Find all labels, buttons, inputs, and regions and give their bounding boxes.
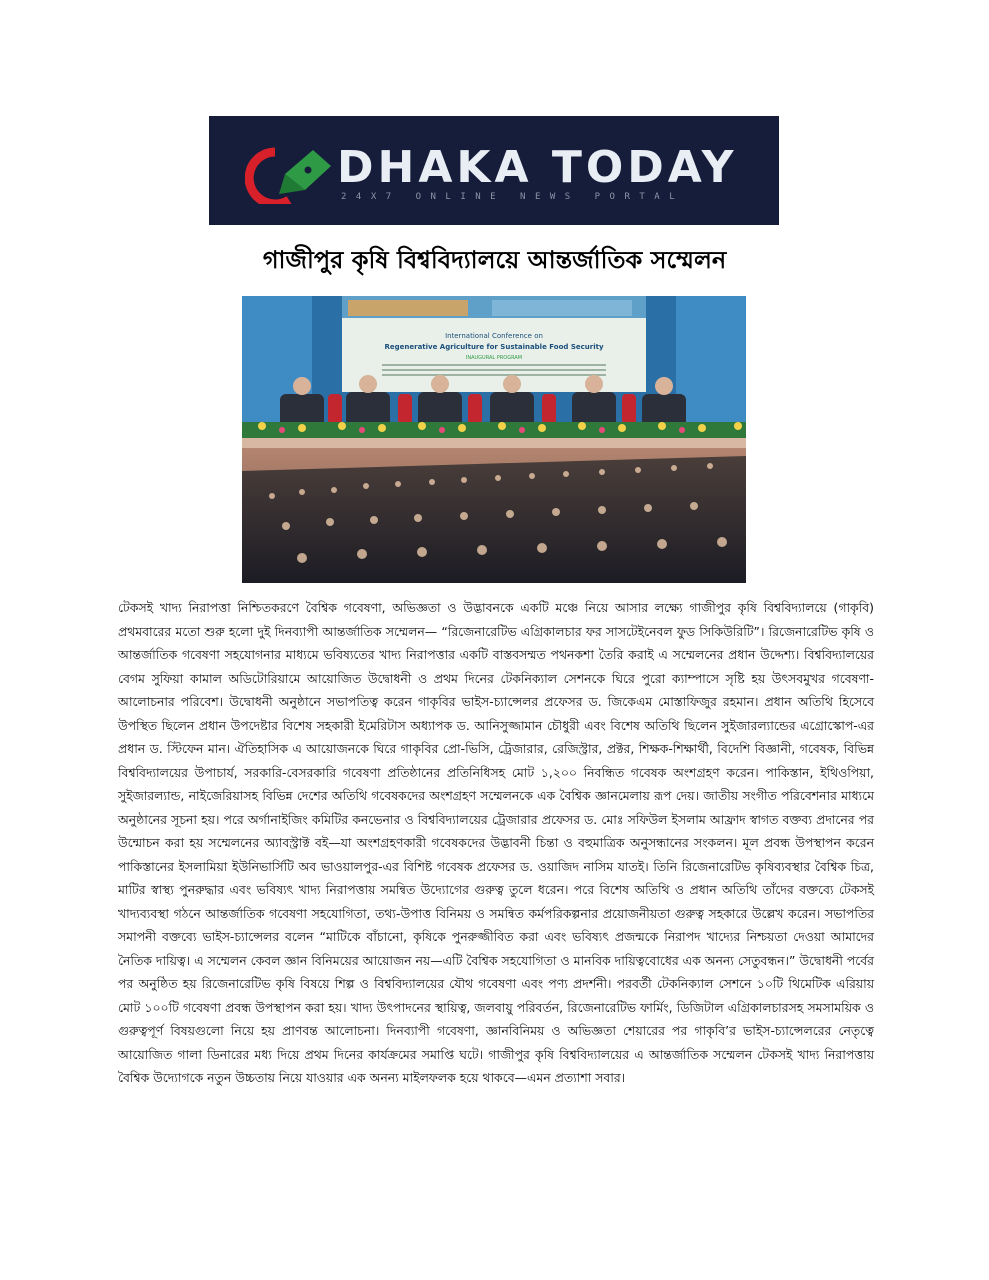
pen-nib-logo-icon [245, 144, 335, 204]
article-headline: গাজীপুর কৃষি বিশ্ববিদ্যালয়ে আন্তর্জাতিক সম্মেলন [262, 246, 727, 274]
article-body: টেকসই খাদ্য নিরাপত্তা নিশ্চিতকরণে বৈশ্বিক গবেষণা, অভিজ্ঞতা ও উদ্ভাবনকে একটি মঞ্চে নিয়ে আসার লক্ষ্যে গাজীপুর কৃষি বিশ্ববিদ্যালয়ে (গাকৃবি) প্রথমবারের মতো শুরু হলো দুই দিনব্যাপী আন্তর্জাতিক সম্মেলন— “রিজেনারেটিভ এগ্রিকালচার ফর সাসটেইনেবল ফুড সিকিউরিটি”। রিজেনারেটিভ কৃষি ও আন্তর্জাতিক গবেষণা সহযোগনার মাধ্যমে ভবিষ্যতের খাদ্য নিরাপত্তার একটি বাস্তবসম্মত পথনকশা তৈরি করাই এ সম্মেলনের প্রধান উদ্দেশ্য। বিশ্ববিদ্যালয়ের বেগম সুফিয়া কামাল অডিটোরিয়ামে আয়োজিত উদ্বোধনী ও প্রথম দিনের টেকনিক্যাল সেশনকে ঘিরে পুরো ক্যাম্পাসে সৃষ্টি হয় উৎসবমুখর গবেষণা-আলোচনার পরিবেশ। উদ্বোধনী অনুষ্ঠানে সভাপতিত্ব করেন গাকৃবির ভাইস-চ্যান্সেলর প্রফেসর ড. জিকেএম মোস্তাফিজুর রহমান। প্রধান অতিথি হিসেবে উপস্থিত ছিলেন প্রধান উপদেষ্টার বিশেষ সহকারী ইমেরিটাস অধ্যাপক ড. আনিসুজ্জামান চৌধুরী এবং বিশেষ অতিথি ছিলেন সুইজারল্যান্ডের এগ্রোস্কোপ-এর প্রধান ড. স্টিফেন মান। ঐতিহাসিক এ আয়োজনকে ঘিরে গাকৃবির প্রো-ভিসি, ট্রেজারার, রেজিস্ট্রার, প্রক্টর, শিক্ষক-শিক্ষার্থী, বিদেশি বিজ্ঞানী, গবেষক, বিভিন্ন বিশ্ববিদ্যালয়ের উপাচার্য, সরকারি-বেসরকারি গবেষণা প্রতিষ্ঠানের প্রতিনিধিসহ মোট ১,২০০ নিবন্ধিত গবেষক অংশগ্রহণ করেন। পাকিস্তান, ইথিওপিয়া, সুইজারল্যান্ড, নাইজেরিয়াসহ বিভিন্ন দেশের অতিথি গবেষকদের অংশগ্রহণ সম্মেলনকে এক বৈশ্বিক জ্ঞানমেলায় রূপ দেয়। জাতীয় সংগীত পরিবেশনার মাধ্যমে অনুষ্ঠানের সূচনা হয়। পরে অর্গানাইজিং কমিটির কনভেনার ও বিশ্ববিদ্যালয়ের ট্রেজারার প্রফেসর ড. মোঃ সফিউল ইসলাম আফ্রাদ স্বাগত বক্তব্য প্রদানের পর উন্মোচন করা হয় সম্মেলনের অ্যাবস্ট্রাক্ট বই—যা অংশগ্রহণকারী গবেষকদের উদ্ভাবনী চিন্তা ও বহুমাত্রিক অনুসন্ধানের সংকলন। মূল প্রবন্ধ উপস্থাপন করেন পাকিস্তানের ইসলামিয়া ইউনিভার্সিটি অব ভাওয়ালপুর-এর বিশিষ্ট গবেষক প্রফেসর ড. ওয়াজিদ নাসিম যাতই। তিনি রিজেনারেটিভ কৃষিব্যবস্থার বৈশ্বিক চিত্র, মাটির স্বাস্থ্য পুনরুদ্ধার এবং ভবিষ্যৎ খাদ্য নিরাপত্তায় সমন্বিত উদ্যোগের গুরুত্ব তুলে ধরেন। পরে বিশেষ অতিথি ও প্রধান অতিথি তাঁদের বক্তব্যে টেকসই খাদ্যব্যবস্থা গঠনে আন্তর্জাতিক গবেষণা সহযোগিতা, তথ্য-উপাত্ত বিনিময় ও সমন্বিত কর্মপরিকল্পনার প্রয়োজনীয়তা গুরুত্ব সহকারে উল্লেখ করেন। সভাপতির সমাপনী বক্তব্যে ভাইস-চ্যান্সেলর বলেন “মাটিকে বাঁচানো, কৃষিকে পুনরুজ্জীবিত করা এবং ভবিষ্যৎ প্রজন্মকে নিরাপদ খাদ্যের নিশ্চয়তা দেওয়া আমাদের নৈতিক দায়িত্ব। এ সম্মেলন কেবল জ্ঞান বিনিময়ের আয়োজন নয়—এটি বৈশ্বিক সহযোগিতা ও মানবিক দায়িত্ববোধের এক অনন্য সেতুবন্ধন।” উদ্বোধনী পর্বের পর অনুষ্ঠিত হয় রিজেনারেটিভ কৃষি বিষয়ে শিল্প ও বিশ্ববিদ্যালয়ের যৌথ গবেষণা এবং পণ্য প্রদর্শনী। পরবর্তী টেকনিক্যাল সেশনে ১০টি থিমেটিক এরিয়ায় মোট ১০০টি গবেষণা প্রবন্ধ উপস্থাপন করা হয়। খাদ্য উৎপাদনের স্থায়িত্ব, জলবায়ু পরিবর্তন, রিজেনারেটিভ ফার্মিং, ডিজিটাল এগ্রিকালচারসহ সমসাময়িক ও গুরুত্বপূর্ণ বিষয়গুলো নিয়ে হয় প্রাণবন্ত আলোচনা। দিনব্যাপী গবেষণা, জ্ঞানবিনিময় ও অভিজ্ঞতা শেয়ারের পর গাকৃবি’র ভাইস-চ্যান্সেলরের নেতৃত্বে আয়োজিত গালা ডিনারের মধ্য দিয়ে প্রথম দিনের কার্যক্রমের সমাপ্তি ঘটে। গাজীপুর কৃষি বিশ্ববিদ্যালয়ের এ আন্তর্জাতিক সম্মেলন টেকসই খাদ্য নিরাপত্তায় বৈশ্বিক উদ্যোগকে নতুন উচ্চতায় নিয়ে যাওয়ার এক অনন্য মাইলফলক হয়ে থাকবে—এমন প্রত্যাশা সবার। [118, 600, 874, 1085]
dhaka-today-banner [209, 116, 779, 225]
brand-tagline: 24X7 ONLINE NEWS PORTAL [341, 192, 685, 202]
conference-photo [242, 296, 746, 583]
screen-title: International Conference on [445, 332, 543, 340]
screen-program: INAUGURAL PROGRAM [465, 355, 523, 361]
screen-subtitle: Regenerative Agriculture for Sustainable Food Security [384, 343, 604, 351]
brand-name: DHAKA TODAY [337, 142, 738, 193]
